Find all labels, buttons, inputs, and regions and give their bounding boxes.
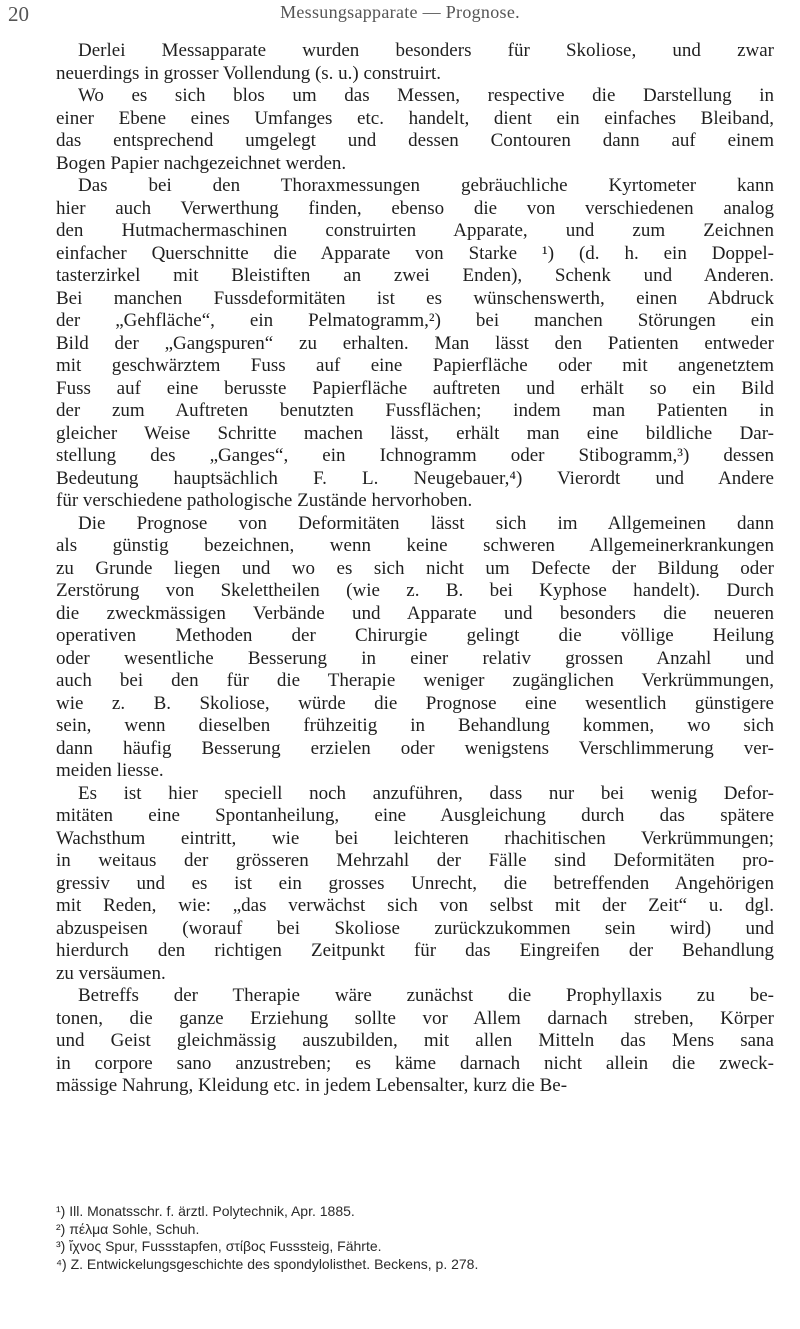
text-line: und Geist gleichmässig auszubilden, mit allen Mitteln das Mens sana	[56, 1030, 774, 1051]
text-line: tonen, die ganze Erziehung sollte vor Allem darnach streben, Körper	[56, 1007, 774, 1029]
text-line: Derlei Messapparate wurden besonders für Skoliose, und zwar	[78, 40, 774, 61]
text-line: mit geschwärztem Fuss auf eine Papierfläche oder mit angenetztem	[56, 355, 774, 376]
page-header	[0, 0, 800, 30]
text-line: zu Grunde liegen und wo es sich nicht um Defecte der Bildung oder	[56, 557, 774, 579]
text-line: abzuspeisen (worauf bei Skoliose zurückzukommen sein wird) und	[56, 917, 774, 939]
text-line: Bei manchen Fussdeformitäten ist es wünschenswerth, einen Abdruck	[56, 287, 774, 309]
text-line: dann häufig Besserung erzielen oder wenigstens Verschlimmerung ver-	[56, 737, 774, 759]
text-line: oder wesentliche Besserung in einer relativ grossen Anzahl und	[56, 647, 774, 669]
text-line: den Hutmachermaschinen construirten Apparate, und zum Zeichnen	[56, 220, 774, 241]
text-line: Die Prognose von Deformitäten lässt sich im Allgemeinen dann	[78, 512, 774, 534]
text-line: Es ist hier speciell noch anzuführen, dass nur bei wenig Defor-	[78, 782, 774, 804]
paragraph	[56, 175, 774, 513]
text-line: Zerstörung von Skelettheilen (wie z. B. bei Kyphose handelt). Durch	[56, 580, 774, 601]
text-line: in weitaus der grösseren Mehrzahl der Fälle sind Deformitäten pro-	[56, 850, 774, 871]
paragraph	[56, 783, 774, 986]
body-text	[56, 40, 774, 1098]
text-line: hierdurch den richtigen Zeitpunkt für das Eingreifen der Behandlung	[56, 940, 774, 961]
text-line: operativen Methoden der Chirurgie gelingt die völlige Heilung	[56, 625, 774, 646]
text-line: einfacher Querschnitte die Apparate von Starke ¹) (d. h. ein Doppel-	[56, 242, 774, 264]
text-line: auch bei den für die Therapie weniger zugänglichen Verkrümmungen,	[56, 670, 774, 691]
footnote: ³) ἴχνος Spur, Fussstapfen, στίβος Fusssteig, Fährte.	[56, 1238, 382, 1254]
text-line: Fuss auf eine berusste Papierfläche auftreten und erhält so ein Bild	[56, 377, 774, 399]
text-line: einer Ebene eines Umfanges etc. handelt, dient ein einfaches Bleiband,	[56, 107, 774, 129]
page-number: 20	[8, 2, 29, 26]
paragraph	[56, 85, 774, 175]
paragraph	[56, 985, 774, 1098]
footnote: ⁴) Z. Entwickelungsgeschichte des spondylolisthet. Beckens, p. 278.	[56, 1255, 479, 1272]
paragraph	[56, 40, 774, 85]
text-line: Bild der „Gangspuren“ zu erhalten. Man lässt den Patienten entweder	[56, 332, 774, 354]
text-line: wie z. B. Skoliose, würde die Prognose eine wesentlich günstigere	[56, 692, 774, 714]
text-line: gressiv und es ist ein grosses Unrecht, die betreffenden Angehörigen	[56, 872, 774, 894]
footnote: ²) πέλμα Sohle, Schuh.	[56, 1220, 200, 1237]
text-line: gleicher Weise Schritte machen lässt, erhält man eine bildliche Dar-	[56, 422, 774, 444]
text-line: mitäten eine Spontanheilung, eine Ausgleichung durch das spätere	[56, 805, 774, 826]
text-line: hier auch Verwerthung finden, ebenso die von verschiedenen analog	[56, 197, 774, 219]
text-line: der „Gehfläche“, ein Pelmatogramm,²) bei manchen Störungen ein	[56, 310, 774, 331]
footnotes	[56, 1203, 774, 1273]
text-line: zu versäumen.	[56, 962, 166, 984]
text-line: Das bei den Thoraxmessungen gebräuchliche Kyrtometer kann	[78, 175, 774, 196]
text-line: Wo es sich blos um das Messen, respective die Darstellung in	[78, 85, 774, 106]
paragraph	[56, 513, 774, 783]
text-line: meiden liesse.	[56, 760, 164, 781]
text-line: in corpore sano anzustreben; es käme darnach nicht allein die zweck-	[56, 1052, 774, 1074]
text-line: Bogen Papier nachgezeichnet werden.	[56, 152, 347, 174]
text-line: die zweckmässigen Verbände und Apparate und besonders die neueren	[56, 602, 774, 624]
text-line: mässige Nahrung, Kleidung etc. in jedem Lebensalter, kurz die Be-	[56, 1075, 568, 1096]
text-line: für verschiedene pathologische Zustände hervorhoben.	[56, 490, 473, 511]
running-title: Messungsapparate — Prognose.	[280, 2, 520, 22]
text-line: der zum Auftreten benutzten Fussflächen; indem man Patienten in	[56, 400, 774, 421]
text-line: stellung des „Ganges“, ein Ichnogramm oder Stibogramm,³) dessen	[56, 445, 774, 466]
text-line: tasterzirkel mit Bleistiften an zwei Enden), Schenk und Anderen.	[56, 265, 774, 286]
text-line: Bedeutung hauptsächlich F. L. Neugebauer,⁴) Vierordt und Andere	[56, 467, 774, 489]
text-line: Betreffs der Therapie wäre zunächst die Prophyllaxis zu be-	[78, 985, 774, 1006]
text-line: sein, wenn dieselben frühzeitig in Behandlung kommen, wo sich	[56, 715, 774, 736]
text-line: das entsprechend umgelegt und dessen Contouren dann auf einem	[56, 130, 774, 151]
footnote: ¹) Ill. Monatsschr. f. ärztl. Polytechnik, Apr. 1885.	[56, 1203, 355, 1219]
text-line: mit Reden, wie: „das verwächst sich von selbst mit der Zeit“ u. dgl.	[56, 895, 774, 916]
text-line: neuerdings in grosser Vollendung (s. u.) construirt.	[56, 62, 442, 84]
text-line: Wachsthum eintritt, wie bei leichteren rhachitischen Verkrümmungen;	[56, 827, 774, 849]
text-line: als günstig bezeichnen, wenn keine schweren Allgemeinerkrankungen	[56, 535, 774, 556]
